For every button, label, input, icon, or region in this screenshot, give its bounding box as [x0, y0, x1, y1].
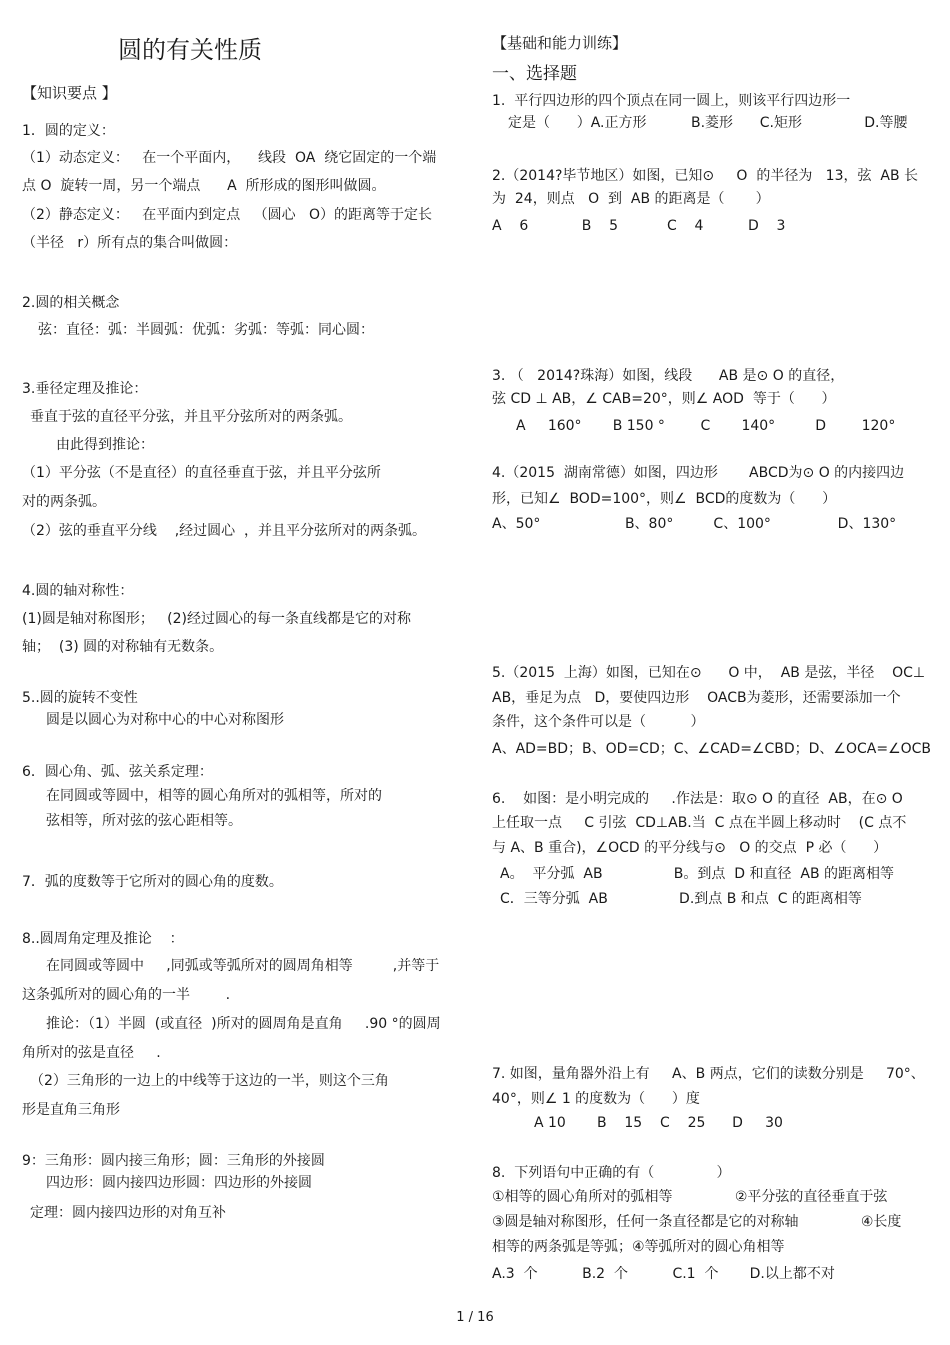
s4-heading: 4.圆的轴对称性： — [22, 583, 134, 599]
s8-line1: 在同圆或等圆中 ,同弧或等弧所对的圆周角相等 ,并等于 — [46, 958, 440, 974]
q3-line1: 3. （ 2014?珠海）如图，线段 AB 是⊙ O 的直径， — [492, 368, 845, 384]
s4-line2: 轴； (3) 圆的对称轴有无数条。 — [22, 639, 224, 655]
s8-line4: 角所对的弦是直径 . — [22, 1045, 161, 1061]
s3-line3: （1）平分弦（不是直径）的直径垂直于弦，并且平分弦所 — [22, 465, 381, 481]
q6-line5: C．三等分弧 AB D.到点 B 和点 C 的距离相等 — [500, 891, 862, 907]
q8-line4: 相等的两条弧是等弧；④等弧所对的圆心角相等 — [492, 1239, 785, 1255]
s8-line5: （2）三角形的一边上的中线等于这边的一半，则这个三角 — [30, 1073, 389, 1089]
q4-line2: 形，已知∠ BOD=100°，则∠ BCD的度数为（ ） — [492, 491, 837, 507]
q8-line1: 8. 下列语句中正确的有（ ） — [492, 1165, 731, 1181]
s5-heading: 5..圆的旋转不变性 — [22, 690, 138, 706]
q8-line5: A.3 个 B.2 个 C.1 个 D.以上都不对 — [492, 1266, 835, 1282]
q5-line2: AB，垂足为点 D，要使四边形 OACB为菱形，还需要添加一个 — [492, 690, 901, 706]
s9-line3: 定理：圆内接四边形的对角互补 — [30, 1205, 226, 1221]
q4-line1: 4.（2015 湖南常德）如图，四边形 ABCD为⊙ O 的内接四边 — [492, 465, 905, 481]
left-column — [0, 0, 470, 1345]
s7-line1: 7．弧的度数等于它所对的圆心角的度数。 — [22, 874, 283, 890]
page-title: 圆的有关性质 — [118, 36, 262, 64]
q8-line3: ③圆是轴对称图形，任何一条直径都是它的对称轴 ④长度 — [492, 1214, 902, 1230]
s8-line2: 这条弧所对的圆心角的一半 . — [22, 987, 231, 1003]
q2-line2: 为 24，则点 O 到 AB 的距离是（ ） — [492, 191, 770, 207]
q5-line3: 条件，这个条件可以是（ ） — [492, 714, 705, 730]
s6-line1: 在同圆或等圆中，相等的圆心角所对的弧相等，所对的 — [46, 788, 382, 804]
q1-line1: 1. 平行四边形的四个顶点在同一圆上，则该平行四边形一 — [492, 93, 851, 109]
s3-line4: 对的两条弧。 — [22, 494, 106, 510]
q1-line2: 定是（ ）A.正方形 B.菱形 C.矩形 D.等腰 — [508, 115, 908, 131]
s8-line6: 形是直角三角形 — [22, 1102, 120, 1118]
q2-line1: 2.（2014?毕节地区）如图，已知⊙ O 的半径为 13，弦 AB 长 — [492, 168, 919, 184]
s3-line2: 由此得到推论： — [56, 437, 154, 453]
q3-line3: A 160° B 150 ° C 140° D 120° — [516, 418, 896, 434]
page-number: 1 / 16 — [456, 1310, 494, 1325]
q6-line1: 6. 如图：是小明完成的 .作法是：取⊙ O 的直径 AB，在⊙ O — [492, 791, 903, 807]
s9-line1: 9：三角形：圆内接三角形；圆：三角形的外接圆 — [22, 1153, 325, 1169]
right-column — [478, 0, 950, 1345]
q5-line1: 5.（2015 上海）如图，已知在⊙ O 中， AB 是弦，半径 OC⊥ — [492, 665, 926, 681]
q7-line3: A 10 B 15 C 25 D 30 — [534, 1115, 783, 1131]
q3-line2: 弦 CD ⊥ AB，∠ CAB=20°，则∠ AOD 等于（ ） — [492, 391, 836, 407]
q7-line2: 40°，则∠ 1 的度数为（ ）度 — [492, 1091, 700, 1107]
q2-line3: A 6 B 5 C 4 D 3 — [492, 218, 786, 234]
s4-line1: (1)圆是轴对称图形； (2)经过圆心的每一条直线都是它的对称 — [22, 611, 412, 627]
s2-heading: 2.圆的相关概念 — [22, 295, 120, 311]
s1-line2: 点 O 旋转一周，另一个端点 A 所形成的图形叫做圆。 — [22, 178, 386, 194]
q6-line4: A。 平分弧 AB B。到点 D 和直径 AB 的距离相等 — [500, 866, 895, 882]
s6-line2: 弦相等，所对弦的弦心距相等。 — [46, 813, 242, 829]
s1-heading: 1．圆的定义： — [22, 123, 115, 139]
s2-line1: 弦：直径：弧：半圆弧：优弧：劣弧：等弧：同心圆： — [38, 322, 374, 338]
q6-line2: 上任取一点 C 引弦 CD⊥AB.当 C 点在半圆上移动时 (C 点不 — [492, 815, 907, 831]
s3-line5: （2）弦的垂直平分线 ,经过圆心 ，并且平分弦所对的两条弧。 — [22, 523, 427, 539]
s8-heading: 8..圆周角定理及推论 ： — [22, 931, 184, 947]
s3-line1: 垂直于弦的直径平分弦，并且平分弦所对的两条弧。 — [30, 409, 352, 425]
s5-line1: 圆是以圆心为对称中心的中心对称图形 — [46, 712, 284, 728]
q8-line2: ①相等的圆心角所对的弧相等 ②平分弦的直径垂直于弦 — [492, 1189, 888, 1205]
s1-line1: （1）动态定义： 在一个平面内， 线段 OA 绕它固定的一个端 — [22, 150, 437, 166]
s8-line3: 推论：（1）半圆 (或直径 )所对的圆周角是直角 .90 °的圆周 — [46, 1016, 441, 1032]
s9-line2: 四边形：圆内接四边形圆：四边形的外接圆 — [46, 1175, 312, 1191]
s3-heading: 3.垂径定理及推论： — [22, 381, 148, 397]
section-title: 一、选择题 — [492, 64, 577, 84]
practice-header: 【基础和能力训练】 — [492, 34, 628, 52]
s6-heading: 6．圆心角、弧、弦关系定理： — [22, 764, 213, 780]
q5-line4: A、AD=BD；B、OD=CD；C、∠CAD=∠CBD；D、∠OCA=∠OCB — [492, 741, 932, 757]
q6-line3: 与 A、B 重合)，∠OCD 的平分线与⊙ O 的交点 P 必（ ） — [492, 840, 888, 856]
q7-line1: 7. 如图，量角器外沿上有 A、B 两点，它们的读数分别是 70°、 — [492, 1066, 925, 1082]
q4-line3: A、50° B、80° C、100° D、130° — [492, 516, 897, 532]
knowledge-header: 【知识要点 】 — [22, 84, 117, 102]
s1-line4: （半径 r）所有点的集合叫做圆： — [22, 235, 238, 251]
s1-line3: （2）静态定义： 在平面内到定点 （圆心 O）的距离等于定长 — [22, 207, 432, 223]
